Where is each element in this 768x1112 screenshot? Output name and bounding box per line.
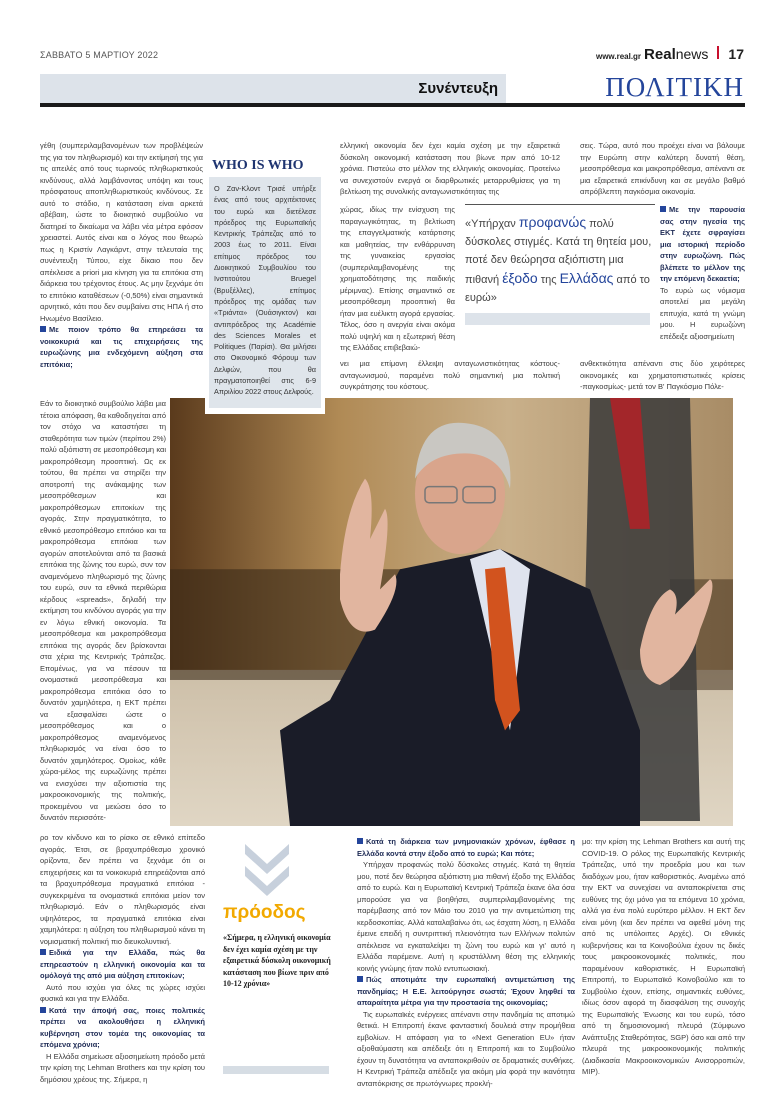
issue-date: ΣΑΒΒΑΤΟ 5 ΜΑΡΤΙΟΥ 2022 xyxy=(40,50,159,60)
highlight-box xyxy=(213,836,341,1081)
question-text: Κατά τη διάρκεια των μνημονιακών χρόνων, έφθασε η Ελλάδα κοντά στην έξοδο από το ευρώ; Και πότε; xyxy=(357,837,575,858)
answer: ρο τον κίνδυνο και το ρίσκο σε εθνικό επίπεδο αγοράς. Έτσι, σε βραχυπρόθεσμο χρονικό ορίζοντα, δεν πρέπει να ξεχνάμε ότι οι επιχειρήσεις και τα νοικοκυριά επηρεάζονται από τα βραχυπρόθεσμα πραγματικά επιτόκια - συγκεκριμένα τα ονομαστικά επιτόκια μείον τον πληθωρισμό. Εάν ο πληθωρισμός είναι υψηλότερος, τα πραγματικά επιτόκια είναι χαμηλότερα: η αύξηση του πληθωρισμού κάνει τη νομισματική πολιτική πιο διευκολυντική. xyxy=(40,833,205,946)
column-1-middle xyxy=(40,398,166,824)
paragraph: νει μια επίμονη έλλειψη ανταγωνιστικότητας κόστους-ανταγωνισμού, παραμένει πολύ σημαντική μια πολιτική συγκράτησης του κόστους. xyxy=(340,359,560,391)
question-text: Πώς αποτιμάτε την ευρωπαϊκή αντιμετώπιση της πανδημίας; Η Ε.Ε. λειτούργησε σωστά; Έχουν ληφθεί τα απαραίτητα μέτρα για την προστασία της οικονομίας; xyxy=(357,975,575,1007)
column-2-top xyxy=(340,140,560,198)
answer: μο: την κρίση της Lehman Brothers και αυτή της COVID-19. Ο ρόλος της Ευρωπαϊκής Κεντρικής Τράπεζας, υπό την προεδρία μου και των διαδόχων μου, ήταν καθοριστικός. Αναμένω από την ΕΚΤ να συνεχίσει να ανταποκρίνεται στις ευθύνες της όχι μόνο για τα επόμενα 10 χρόνια, αλλά για ένα πολύ ευρύτερο μέλλον. Η ΕΚΤ δεν είναι μόνη (και δεν πρέπει να αφεθεί μόνη της από τις υπόλοιπες Αρχές). Οι εθνικές κυβερνήσεις και τα Κοινοβούλια έχουν τις δικές τους μακροοικονομικές πολιτικές, που παραμένουν καθοριστικές. Η Ευρωπαϊκή Επιτροπή, το Ευρωπαϊκό Κοινοβούλιο και το Συμβούλιο έχουν, επίσης, σημαντικές ευθύνες, ιδίως όσον αφορά τη διασφάλιση της συνοχής της Ευρωπαϊκής Ένωσης και του ευρώ, τόσο από τη δημοσιονομική πλευρά (Σύμφωνο Ανάπτυξης Σταθερότητας, SGP) όσο και από την πλευρά της μακροοικονομικής πολιτικής (Διαδικασία Μακροοικονομικών Ανισορροπιών, MIP). xyxy=(582,837,745,1076)
bio-box xyxy=(209,177,321,408)
column-2-continued xyxy=(340,358,560,393)
column-2-bottom xyxy=(357,836,575,1089)
answer: Η Ελλάδα σημείωσε αξιοσημείωτη πρόοδο μετά την κρίση της Lehman Brothers και την κρίση του δημόσιου χρέους της. Σήμερα, η xyxy=(40,1051,205,1084)
section-title: Συνέντευξη xyxy=(418,80,498,97)
portrait-photo xyxy=(170,398,733,826)
column-2-narrow xyxy=(340,204,455,354)
quote-text: «Υπήρχαν xyxy=(465,218,519,230)
website-link[interactable]: www.real.gr xyxy=(595,52,642,61)
paragraph: ελληνική οικονομία δεν έχει καμία σχέση με την εξαιρετικά δύσκολη οικονομική κατάσταση που βίωνε πριν από 10-12 χρόνια. Πιστεύω στο μέλλον της ελληνικής οικονομίας. Προτείνω να συνεχιστούν ενεργά οι διαρθρωτικές μεταρρυθμίσεις για τη βελτίωση της συνολικής ανταγωνιστικότητας της xyxy=(340,141,560,196)
quote-text: της xyxy=(537,274,560,286)
paragraph: γέθη (συμπεριλαμβανομένων των προβλέψεών της για τον πληθωρισμό) και την εκτίμησή της για τις απειλές από τους τωρινούς πληθωριστικούς κινδύνους, αλλά λαμβάνοντας υπόψη και τους πρόσφατους αποπληθωριστικούς κινδύνους. Σε αυτό το στάδιο, η κατάσταση είναι αρκετά αβέβαιη, ώστε το διοικητικό συμβούλιο να διατηρεί το δικαίωμα να λάβει νέα μέτρα εφόσον χρειαστεί. Αυτός είναι και ο λόγος που θεωρώ πως η Κριστίν Λαγκάρντ, στην τελευταία της συνέντευξη Τύπου, είχε δίκαιο που δεν απέκλεισε a priori μια κίνηση για τα επιτόκια στη διάρκεια του τρέχοντος έτους. Ας μην ξεχνάμε ότι το επιτόκιο καταθέσεων (-0,50%) είναι σημαντικά αρνητικό, κάτι που δεν συμβαίνει στις ΗΠΑ ή στο Ηνωμένο Βασίλειο. xyxy=(40,141,203,323)
question-text: Κατά την άποψή σας, ποιες πολιτικές πρέπει να ακολουθήσει η ελληνική κυβέρνηση στον τομέα της οικονομίας τα επόμενα χρόνια; xyxy=(40,1005,205,1049)
answer: Υπήρχαν προφανώς πολύ δύσκολες στιγμές. Κατά τη θητεία μου, ποτέ δεν θεώρησα αξιόπιστη μια πιθανή έξοδο της Ελλάδας από το ευρώ. Και η Ευρωπαϊκή Κεντρική Τράπεζα έκανε όλα όσα μπορούσε για να βοηθήσει, συμπεριλαμβανομένης της παρέμβασης από τον Μάιο του 2010 για την αντιμετώπιση της κερδοσκοπίας. Αλλά καταλαβαίνω ότι, ως έσχατη λύση, η Ελλάδα έμεινε επειδή η συντριπτική πλειονότητα των Ελλήνων πολιτών απέκλεισε να εγκαταλείψει τη ζώνη του ευρώ και γι' αυτό η Ελλάδα παρέμεινε. Αυτή η κρυστάλλινη θέση της ελληνικής κοινής γνώμης ήταν πολύ εντυπωσιακή. xyxy=(357,860,575,973)
highlight-bar xyxy=(223,1066,329,1074)
column-3-continued xyxy=(580,358,745,393)
column-3-top xyxy=(580,140,745,198)
header-rule xyxy=(40,103,745,107)
section-band xyxy=(40,74,506,103)
quote-emphasis: προφανώς xyxy=(518,214,587,230)
answer: Το ευρώ ως νόμισμα αποτελεί μια μεγάλη επιτυχία, κατά τη γνώμη μου. Η ευρωζώνη επέδειξε αξιοσημείωτη xyxy=(660,285,745,341)
double-chevron-down-icon xyxy=(243,842,291,898)
quote-text: από το ευρώ» xyxy=(465,274,650,304)
brand-bold: Real xyxy=(644,46,676,63)
brand-logo xyxy=(644,46,708,63)
bio-text: Ο Ζαν-Κλοντ Τρισέ υπήρξε ένας από τους αρχιτέκτονες του ευρώ και διετέλεσε πρόεδρος της Ευρωπαϊκής Κεντρικής Τράπεζας από το 2003 έως το 2011. Είναι επίτιμος πρόεδρος του Διοικητικού Συμβουλίου του Ινστιτούτου Bruegel (Βρυξέλλες), επίτιμος πρόεδρος της ομάδας των «Τριάντα» (Ουάσιγκτον) και αντιπρόεδρος της Académie des Sciences Morales et Politiques (Παρίσι). Θα μιλήσει στο Οικονομικό Φόρουμ των Δελφών, που θα πραγματοποιηθεί στις 6-9 Απριλίου 2022 στους Δελφούς. xyxy=(214,184,316,397)
question-text: Με ποιον τρόπο θα επηρεάσει τα νοικοκυριά και τις επιχειρήσεις της ευρωζώνης μια ενδεχόμενη αύξηση στα επιτόκια; xyxy=(40,325,203,369)
question-text: Ειδικά για την Ελλάδα, πώς θα επηρεαστούν η ελληνική οικονομία και τα ομόλογά της από μια αύξηση επιτοκίων; xyxy=(40,948,205,980)
question xyxy=(357,836,575,859)
question-text: Με την παρουσία σας στην ηγεσία της ΕΚΤ έχετε σφραγίσει μια ιστορική περίοδο στην ευρωζώνη. Πώς βλέπετε το μέλλον της την επόμενη δεκαετία; xyxy=(660,205,745,283)
column-3-bottom xyxy=(582,836,745,1078)
bio-box-frame xyxy=(205,155,325,414)
quote-bar xyxy=(465,313,650,325)
column-1-top xyxy=(40,140,203,370)
answer: Τις ευρωπαϊκές ενέργειες απέναντι στην πανδημία τις αποτιμώ θετικά. Η Επιτροπή έκανε φανταστική δουλειά στην προμήθεια εμβολίων. Η απόφαση για το «Next Generation EU» ήταν αξιοθαύμαστη και απέδειξε ότι η Επιτροπή και το Συμβούλιο έχουν τη δυνατότητα να ανταποκριθούν σε δραματικές συνθήκες. Η Κεντρική Τράπεζα απέδειξε για ακόμη μία φορά την ικανότητα ανταπόκρισης σε πρωτόγνωρες προκλή- xyxy=(357,1009,575,1088)
column-3-narrow xyxy=(660,204,745,342)
question xyxy=(357,974,575,1009)
answer: Αυτό που ισχύει για όλες τις χώρες ισχύει φυσικά και για την Ελλάδα. xyxy=(40,982,205,1003)
masthead-brand xyxy=(596,46,744,63)
page-number: 17 xyxy=(728,46,744,62)
quote-emphasis: έξοδο xyxy=(502,270,538,286)
pull-quote xyxy=(465,204,655,307)
bullet-icon xyxy=(357,976,363,982)
quote-text: πολύ δύσκολες στιγμές. Κατά τη θητεία μου, ποτέ δεν θεώρησα αξιόπιστη μια πιθανή xyxy=(465,218,652,286)
answer: Εάν το διοικητικό συμβούλιο λάβει μια τέτοια απόφαση, θα καθοδηγείται από τον στόχο να καταστήσει τη σταθερότητα των τιμών (περίπου 2%) πολύ αξιόπιστη σε μεσοπρόθεσμη και μακροπρόθεσμη προοπτική. Ως εκ τούτου, θα πρέπει να στηρίξει την αποτροπή της ανάκαμψης των μεσοπρόθεσμων και μακροπρόθεσμων επιτοκίων της αγοράς. Στην πραγματικότητα, το εθνικό μεσοπρόθεσμο επιτόκιο και τα μακροπρόθεσμα επιτόκια των αγορών αποτελούνται από τα βασικά επιτόκια της ζώνης του ευρώ, συν τον αναμενόμενο πληθωρισμό της ζώνης του ευρώ, συν τα εθνικά περιθώρια κέρδους «spreads», δηλαδή την εκτίμηση του κινδύνου αγοράς για την εν λόγω εθνική οικονομία. Τα μεσοπρόθεσμα και μακροπρόθεσμα επιτόκια της αγοράς δεν βρίσκονται στα χέρια της Κεντρικής Τράπεζας. Επομένως, για να πέσουν τα ονομαστικά μεσοπρόθεσμα και μακροπρόθεσμα επιτόκια όσο το δυνατόν χαμηλότερα, η ΕΚΤ πρέπει να εξασφαλίσει ώστε ο μεσοπρόθεσμος και ο μακροπρόθεσμος αναμενόμενος πληθωρισμός να είναι όσο το δυνατόν χαμηλότερος. Ομοίως, κάθε χώρα-μέλος της ευρωζώνης πρέπει να ενισχύσει την αξιοπιστία της μακροοικονομικής της πολιτικής, προκειμένου να μειώσει όσο το δυνατόν περισσότε- xyxy=(40,399,166,822)
paragraph: σεις. Τώρα, αυτό που προέχει είναι να βάλουμε την Ευρώπη στην καλύτερη δυνατή θέση, μεσοπρόθεσμα και μακροπρόθεσμα, απέναντι σε μια εξαιρετικά επικίνδυνη και σε μεγάλο βαθμό απρόβλεπτη παγκόσμια οικονομία. xyxy=(580,141,745,196)
bullet-icon xyxy=(40,1007,46,1013)
bio-box-title: WHO IS WHO xyxy=(212,158,304,173)
question xyxy=(40,947,205,982)
bullet-icon xyxy=(357,838,363,844)
question xyxy=(660,204,745,285)
answer: ανθεκτικότητα απέναντι στις δύο χειρότερες οικονομικές και χρηματοπιστωτικές κρίσεις -παγκοσμίως- μετά τον Β' Παγκόσμιο Πόλε- xyxy=(580,359,745,391)
paragraph: χώρας, ιδίως την ενίσχυση της παραγωγικότητας, τη βελτίωση της επαγγελματικής κατάρτισης και μαθητείας, την ενθάρρυνση της γυναικείας εργασίας (συμπεριλαμβανομένης της χρηματοδότησης της παιδικής μέριμνας). Επίσης σημαντικό σε μεσοπρόθεσμη προοπτική θα ήταν μια ευέλικτη αγορά εργασίας. Τέλος, όσο η ανεργία είναι ακόμα πολύ υψηλή και η εξωτερική θέση της Ελλάδας επιβεβαιώ- xyxy=(340,205,455,352)
question xyxy=(40,324,203,370)
bullet-icon xyxy=(40,949,46,955)
bullet-icon xyxy=(660,206,666,212)
brand-light: news xyxy=(675,46,709,62)
quote-emphasis: Ελλάδας xyxy=(559,270,614,286)
highlight-quote: «Σήμερα, η ελληνική οικονομία δεν έχει καμία σχέση με την εξαιρετικά δύσκολη οικονομική κατάσταση που βίωνε πριν από 10-12 χρόνια» xyxy=(223,933,331,988)
highlight-word: πρόοδος xyxy=(223,902,306,923)
bullet-icon xyxy=(40,326,46,332)
column-1-bottom xyxy=(40,832,205,1085)
divider xyxy=(717,46,719,59)
question xyxy=(40,1005,205,1051)
category-title: ΠΟΛΙΤΙΚΗ xyxy=(605,72,744,102)
